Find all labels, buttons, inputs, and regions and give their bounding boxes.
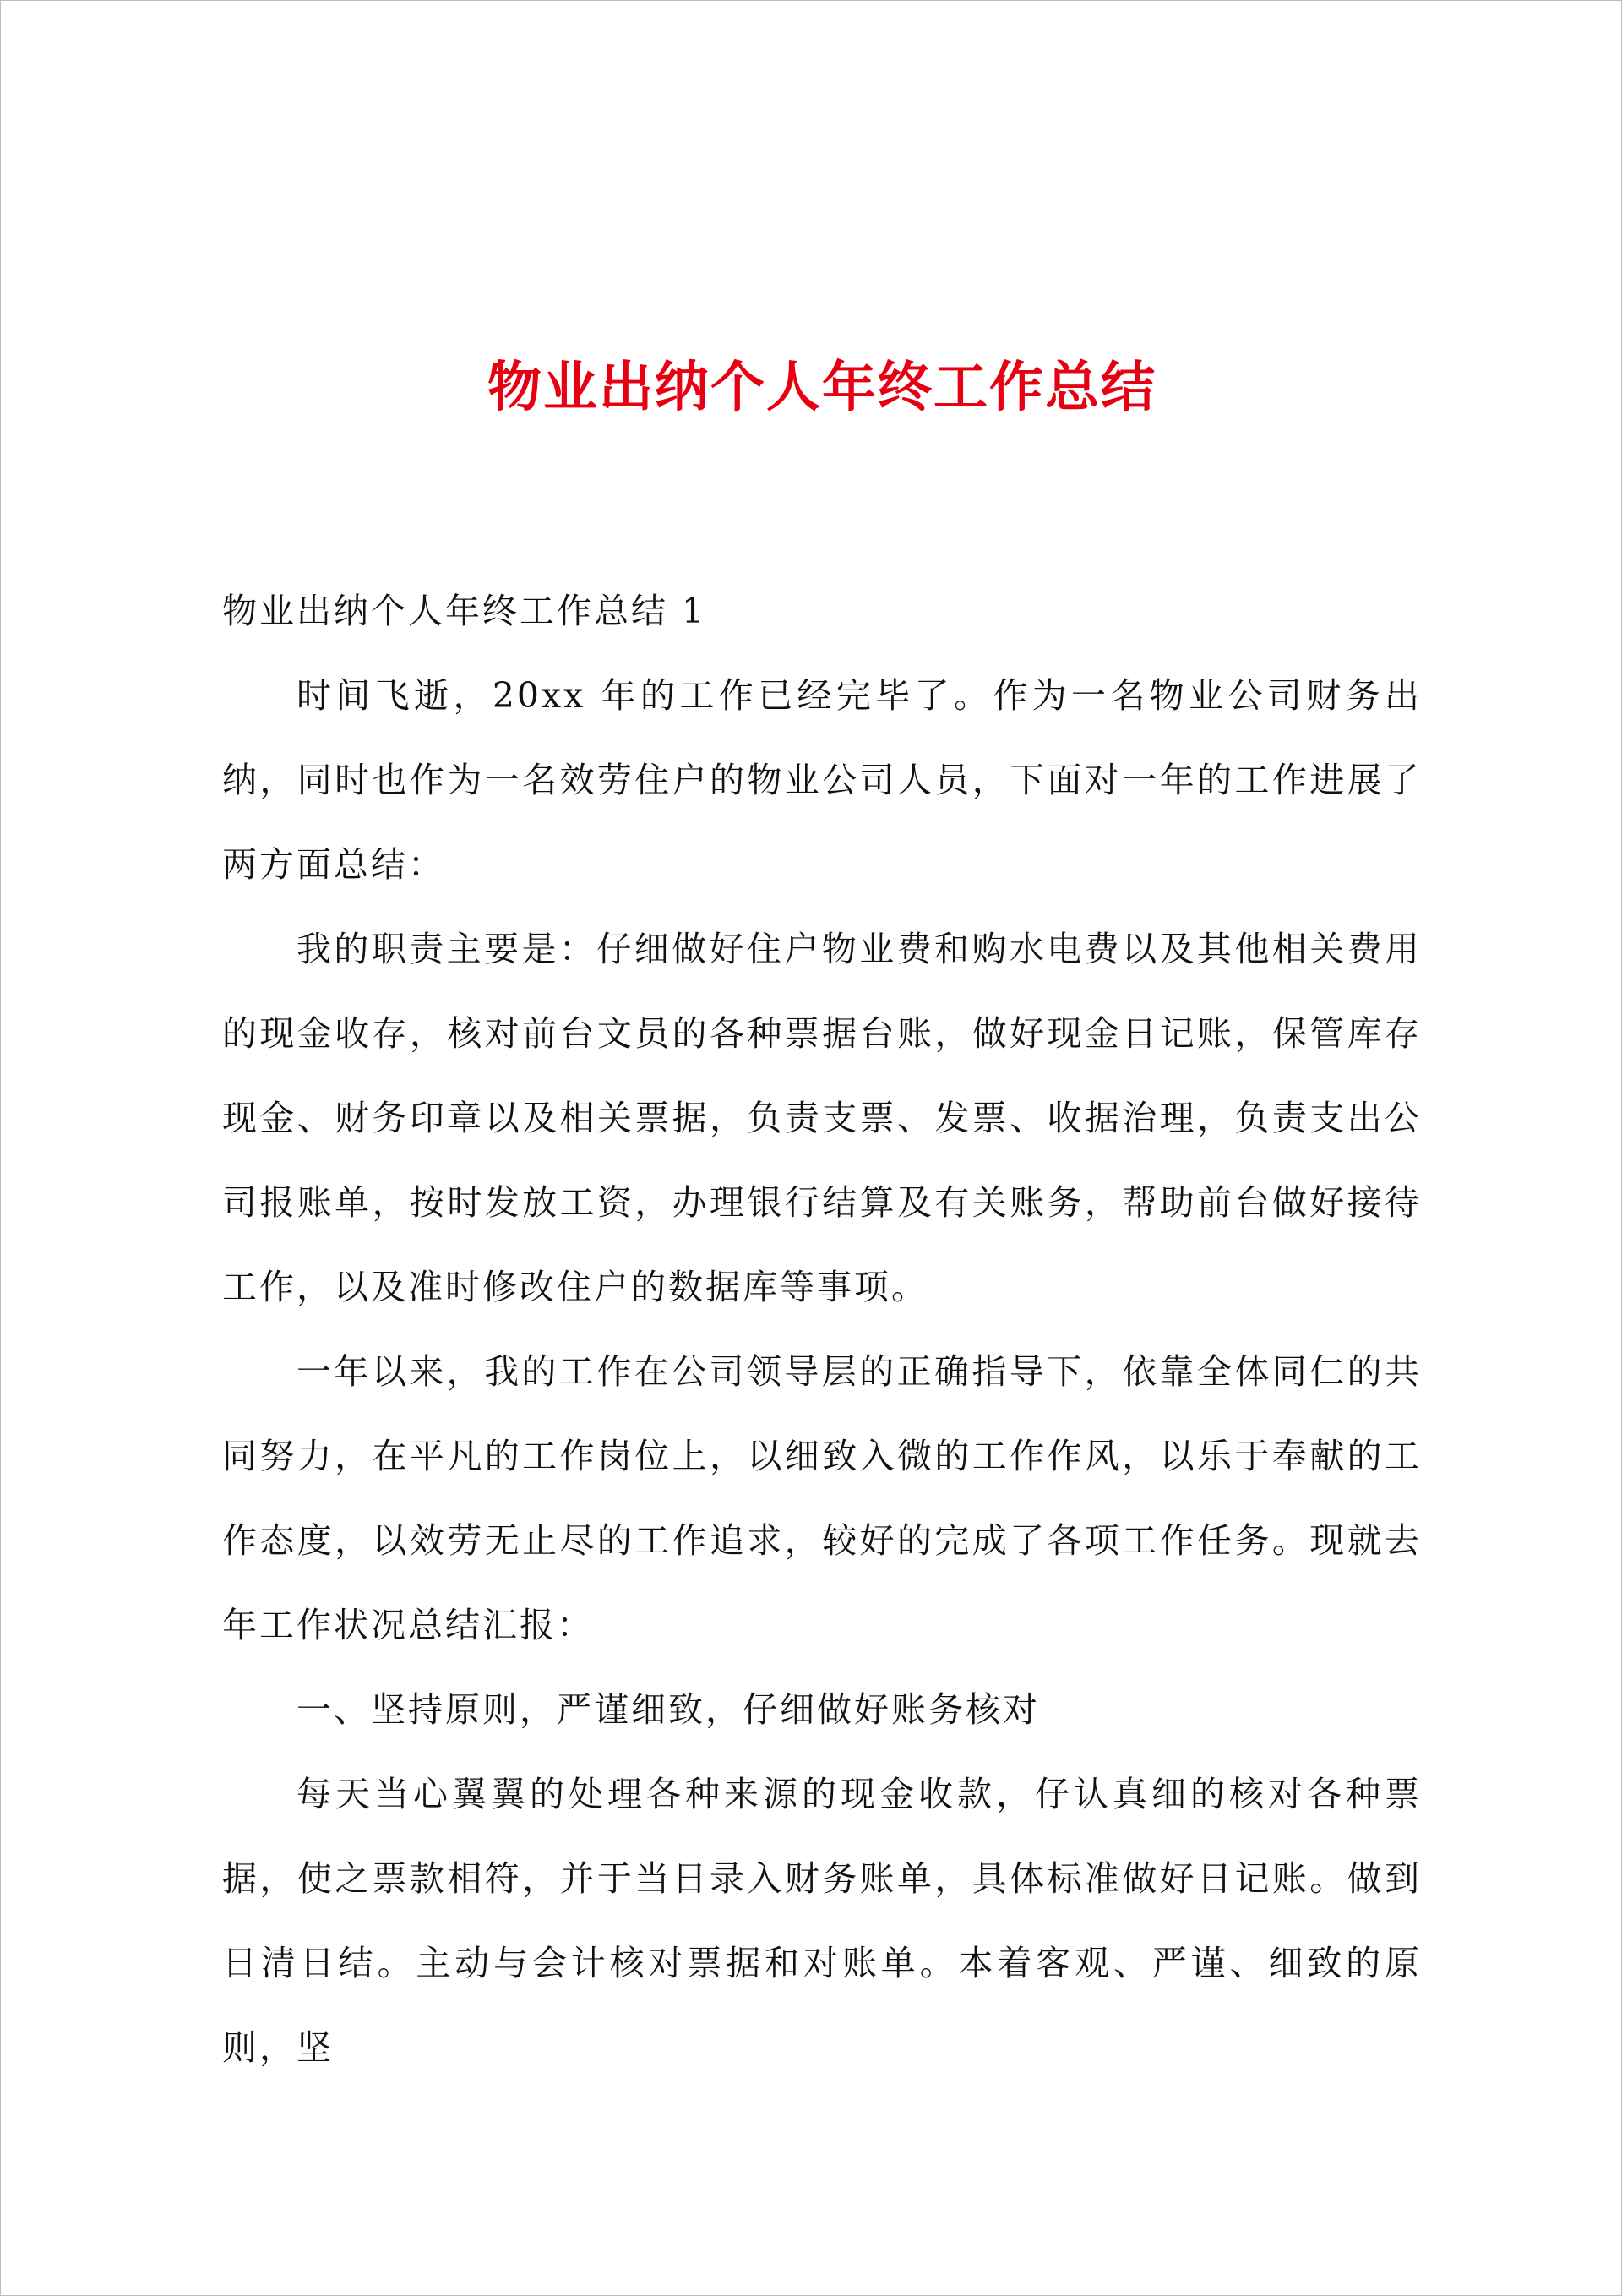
paragraph-daily-work: 每天当心翼翼的处理各种来源的现金收款，仔认真细的核对各种票据，使之票款相符，并于当日录入财务账单，具体标准做好日记账。做到日清日结。主动与会计核对票据和对账单。本着客观、严谨、细致的原则，坚	[222, 1774, 1422, 2068]
paragraph-duties: 我的职责主要是：仔细做好住户物业费和购水电费以及其他相关费用的现金收存，核对前台文员的各种票据台账，做好现金日记账，保管库存现金、财务印章以及相关票据，负责支票、发票、收据治理，负责支出公司报账单，按时发放工资，办理银行结算及有关账务，帮助前台做好接待工作，以及准时修改住户的数据库等事项。	[222, 929, 1422, 1307]
document-title: 物业出纳个人年终工作总结	[487, 356, 1157, 419]
section-heading: 物业出纳个人年终工作总结 1	[222, 591, 707, 631]
section-point-one: 一、坚持原则，严谨细致，仔细做好账务核对	[297, 1689, 1040, 1730]
document-body	[222, 569, 1422, 2090]
paragraph-intro: 时间飞逝，20xx 年的工作已经完毕了。作为一名物业公司财务出纳，同时也作为一名效劳住户的物业公司人员，下面对一年的工作进展了两方面总结：	[222, 675, 1422, 885]
paragraph-summary: 一年以来，我的工作在公司领导层的正确指导下，依靠全体同仁的共同努力，在平凡的工作岗位上，以细致入微的工作作风，以乐于奉献的工作态度，以效劳无止尽的工作追求，较好的完成了各项工作任务。现就去年工作状况总结汇报：	[222, 1351, 1422, 1645]
